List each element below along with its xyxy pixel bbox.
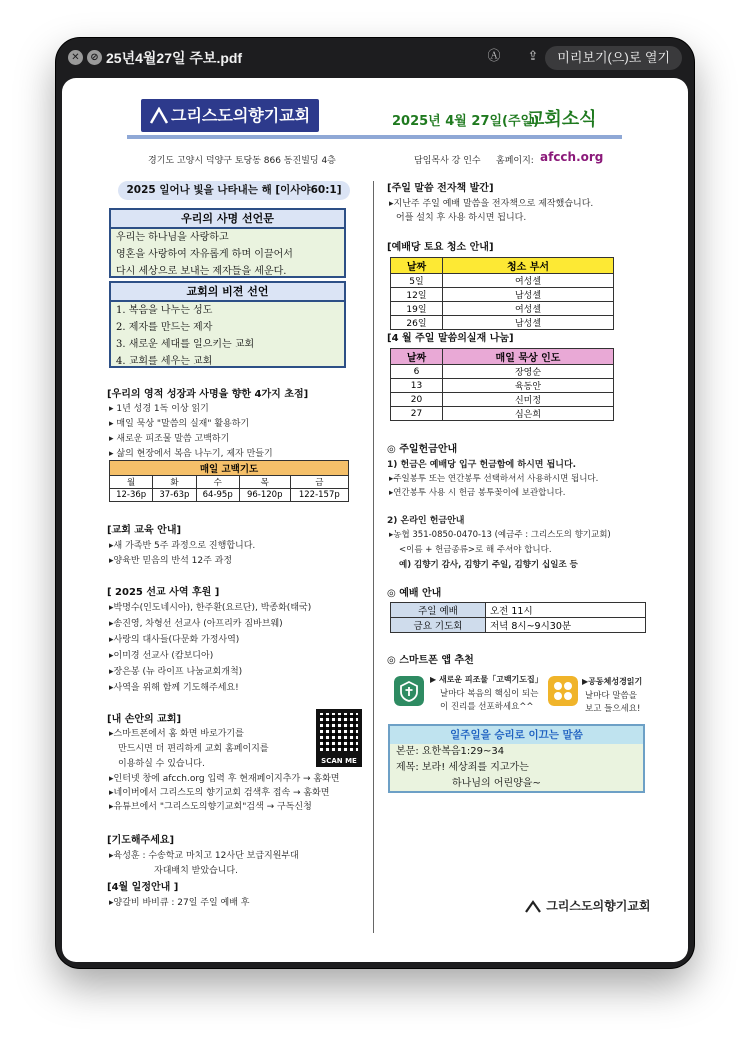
cleaning-dept: 여성셀 <box>443 274 614 288</box>
education-title: [교회 교육 안내] <box>107 525 182 536</box>
prayer-request-title: [기도해주세요] <box>107 835 175 846</box>
mission-panel <box>109 208 346 278</box>
pages-cell: 64-95p <box>196 489 239 502</box>
worship-time: 오전 11시 <box>486 603 646 618</box>
april-schedule-item: ▸양갈비 바비큐 : 27일 주일 예배 후 <box>109 898 250 908</box>
april-schedule-title: [4월 일정안내 ] <box>107 882 179 893</box>
word-leader: 장영순 <box>443 365 614 379</box>
app2-desc: 날마다 말씀을 <box>585 691 637 701</box>
hand-church-item: 이용하실 수 있습니다. <box>118 759 205 769</box>
cleaning-title: [예배당 토요 청소 안내] <box>387 242 494 253</box>
mission-support-item: ▸장은봉 (뉴 라이프 나눔교회개척) <box>109 667 243 677</box>
qr-pattern <box>320 713 358 751</box>
day-cell: 목 <box>239 476 290 489</box>
focus-item: ▸ 1년 성경 1독 이상 읽기 <box>109 404 209 414</box>
focus-item: ▸ 매일 묵상 "말씀의 실재" 활용하기 <box>109 419 250 429</box>
sermon-topic: 제목: 보라! 세상죄를 지고가는 <box>396 762 529 773</box>
mission-line: 영혼을 사랑하여 자유롭게 하며 이끌어서 <box>116 249 293 260</box>
prayer-request-item: ▸육성훈 : 수송학교 마치고 12사단 보급지원부대 <box>109 851 299 861</box>
footer-logo <box>524 897 651 914</box>
day-cell: 월 <box>110 476 153 489</box>
focus-title: [우리의 영적 성장과 사명을 향한 4가지 초점] <box>107 389 309 400</box>
word-sharing-title: [4 월 주일 말씀의실재 나눔] <box>387 333 514 344</box>
hand-church-item: ▸스마트폰에서 홈 화면 바로가기를 <box>109 729 244 739</box>
app2-name: ▶공동체성경읽기 <box>582 677 643 686</box>
vision-line: 1. 복음을 나누는 성도 <box>116 305 213 316</box>
cleaning-dept: 여성셀 <box>443 302 614 316</box>
worship-name: 금요 기도회 <box>391 618 486 633</box>
column-divider <box>373 181 374 933</box>
hand-church-item: ▸인터넷 창에 afcch.org 입력 후 현재페이지추가 → 홈화면 <box>109 774 340 784</box>
cleaning-dept: 남성셀 <box>443 288 614 302</box>
mission-support-item: ▸사랑의 대사들(다문화 가정사역) <box>109 635 240 645</box>
close-icon[interactable]: ✕ <box>68 50 83 65</box>
pages-cell: 96-120p <box>239 489 290 502</box>
word-date: 6 <box>391 365 443 379</box>
cleaning-dept: 남성셀 <box>443 316 614 330</box>
worship-table <box>390 602 646 633</box>
hand-church-item: ▸네이버에서 그리스도의 향기교회 검색후 접속 → 홈화면 <box>109 788 330 798</box>
app2-desc: 보고 들으세요! <box>585 704 641 714</box>
cleaning-date: 5일 <box>391 274 443 288</box>
app1-desc: 이 진리를 선포하세요^^ <box>440 702 534 712</box>
mission-line: 우리는 하나님을 사랑하고 <box>116 232 229 243</box>
cleaning-date: 19일 <box>391 302 443 316</box>
word-leader: 심은희 <box>443 407 614 421</box>
vision-panel <box>109 281 346 368</box>
word-header: 매일 묵상 인도 <box>443 349 614 365</box>
mission-support-title: [ 2025 선교 사역 후원 ] <box>107 587 220 598</box>
offering-sub1: 1) 헌금은 예배당 입구 헌금함에 하시면 됩니다. <box>387 460 577 470</box>
daily-prayer-caption: 매일 고백기도 <box>110 461 349 476</box>
cleaning-table <box>390 257 614 330</box>
open-in-preview-button[interactable]: 미리보기(으)로 열기 <box>545 46 682 70</box>
word-date: 27 <box>391 407 443 421</box>
mission-support-item: ▸송진영, 차형선 선교사 (아프리카 짐바브웨) <box>109 619 283 629</box>
confession-app-icon[interactable] <box>394 676 424 706</box>
title-bar <box>56 38 694 78</box>
church-address: 경기도 고양시 덕양구 토당동 866 동진빌딩 4층 <box>148 156 336 166</box>
word-leader: 신미정 <box>443 393 614 407</box>
sermon-topic-cont: 하나님의 어린양을~ <box>452 778 541 789</box>
header-rule <box>127 135 622 139</box>
mission-title: 우리의 사명 선언문 <box>111 210 344 229</box>
church-logo: 그리스도의향기교회 <box>141 99 319 132</box>
mission-support-item: ▸이미경 선교사 (캄보디아) <box>109 651 214 661</box>
word-date: 20 <box>391 393 443 407</box>
app1-desc: 날마다 복음의 핵심이 되는 <box>440 689 539 699</box>
vision-line: 2. 제자를 만드는 제자 <box>116 322 213 333</box>
pages-cell: 12-36p <box>110 489 153 502</box>
qr-label: SCAN ME <box>321 757 357 765</box>
worship-name: 주일 예배 <box>391 603 486 618</box>
offering-title: ◎ 주일헌금안내 <box>387 444 458 455</box>
hide-icon[interactable]: ⊘ <box>87 50 102 65</box>
prayer-request-item: 자대배치 받았습니다. <box>154 866 238 876</box>
vision-title: 교회의 비젼 선언 <box>111 283 344 302</box>
day-cell: 금 <box>290 476 348 489</box>
homepage-label: 홈페이지: <box>496 156 534 166</box>
cleaning-header: 청소 부서 <box>443 258 614 274</box>
footer-logo-icon <box>524 900 542 914</box>
cleaning-date: 26일 <box>391 316 443 330</box>
worship-title: ◎ 예배 안내 <box>387 588 442 599</box>
share-icon[interactable]: ⇪ <box>527 49 539 64</box>
offering-item: ▸주일봉투 또는 연간봉투 선택하셔서 사용하시면 됩니다. <box>389 474 599 484</box>
ebook-item: ▸지난주 주일 예배 말씀을 전자책으로 제작했습니다. <box>389 199 594 209</box>
day-cell: 화 <box>153 476 196 489</box>
markup-icon[interactable]: Ⓐ <box>487 49 501 64</box>
pages-cell: 122-157p <box>290 489 348 502</box>
footer-logo-text: 그리스도의향기교회 <box>546 899 651 913</box>
offering-sub2: 2) 온라인 헌금안내 <box>387 516 465 526</box>
mission-support-item: ▸박명수(인도네시아), 한주환(요르단), 박종화(태국) <box>109 603 312 613</box>
cleaning-date: 12일 <box>391 288 443 302</box>
app1-name: ▶ 새로운 피조물「고백기도집」 <box>430 675 543 684</box>
offering-note: <이름 + 헌금종류>로 해 주셔야 합니다. <box>399 545 552 555</box>
sermon-box <box>388 724 645 793</box>
word-header: 날짜 <box>391 349 443 365</box>
bulletin-date: 2025년 4월 27일(주일) <box>392 114 540 129</box>
hand-church-item: ▸유튜브에서 "그리스도의향기교회"검색 → 구독신청 <box>109 802 312 812</box>
day-cell: 수 <box>196 476 239 489</box>
hand-church-item: 만드시면 더 편리하게 교회 홈페이지를 <box>118 744 269 754</box>
mission-line: 다시 세상으로 보내는 제자들을 세운다. <box>116 266 287 277</box>
vision-line: 3. 새로운 세대를 일으키는 교회 <box>116 339 255 350</box>
homepage-link[interactable]: afcch.org <box>540 150 604 164</box>
offering-example: 예) 김향기 감사, 김향기 주일, 김향기 십일조 등 <box>399 560 578 570</box>
offering-item: ▸연간봉투 사용 시 헌금 봉투꽂이에 보관합니다. <box>389 488 566 498</box>
focus-item: ▸ 새로운 피조물 말씀 고백하기 <box>109 434 230 444</box>
sermon-title: 일주일을 승리로 이끄는 말씀 <box>390 726 643 744</box>
apps-title: ◎ 스마트폰 앱 추천 <box>387 655 474 666</box>
worship-time: 저녁 8시~9시30분 <box>486 618 646 633</box>
church-logo-icon <box>149 107 169 125</box>
offering-bank: ▸농협 351-0850-0470-13 (예금주 : 그리스도의 향기교회) <box>389 530 611 540</box>
bulletin-heading: 교회소식 <box>527 109 597 130</box>
theme-banner: 2025 일어나 빛을 나타내는 해 [이사야60:1] <box>118 181 350 200</box>
cleaning-header: 날짜 <box>391 258 443 274</box>
ebook-title: [주일 말씀 전자책 발간] <box>387 183 494 194</box>
word-date: 13 <box>391 379 443 393</box>
pastor-name: 담임목사 강 인수 <box>414 156 481 166</box>
education-item: ▸양육반 믿음의 반석 12주 과정 <box>109 556 233 566</box>
viewer-window <box>56 38 694 968</box>
pages-cell: 37-63p <box>153 489 196 502</box>
bible-reading-app-icon[interactable] <box>548 676 578 706</box>
word-leader: 육동안 <box>443 379 614 393</box>
daily-prayer-table <box>109 460 349 502</box>
pdf-page <box>62 78 688 962</box>
word-sharing-table <box>390 348 614 421</box>
ebook-item: 어플 설치 후 사용 하시면 됩니다. <box>396 213 527 223</box>
qr-code[interactable] <box>316 709 362 767</box>
focus-item: ▸ 삶의 현장에서 복음 나누기, 제자 만들기 <box>109 449 273 459</box>
vision-line: 4. 교회를 세우는 교회 <box>116 356 213 367</box>
hand-church-title: [내 손안의 교회] <box>107 714 182 725</box>
education-item: ▸새 가족반 5주 과정으로 진행합니다. <box>109 541 256 551</box>
mission-support-item: ▸사역을 위해 함께 기도해주세요! <box>109 683 239 693</box>
document-title: 25년4월27일 주보.pdf <box>106 50 243 66</box>
sermon-passage: 본문: 요한복음1:29~34 <box>396 746 505 757</box>
